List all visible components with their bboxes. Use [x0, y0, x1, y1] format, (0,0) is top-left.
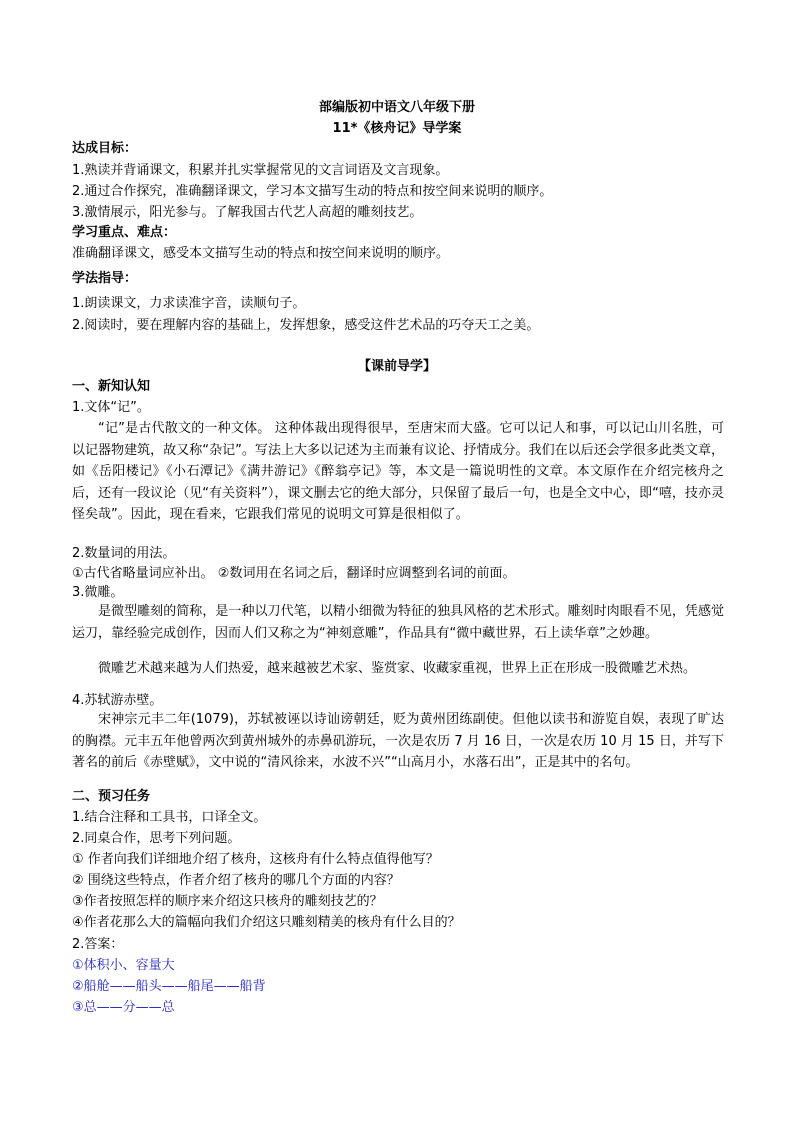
item2-text: ①古代省略量词应补出。 ②数词用在名词之后，翻译时应调整到名词的前面。 — [72, 566, 516, 581]
answer-item: ①体积小、容量大 — [72, 958, 175, 973]
task-item: ③作者按照怎样的顺序来介绍这只核舟的雕刻技艺的？ — [72, 894, 383, 909]
goals-heading: 达成目标： — [72, 141, 138, 156]
doc-subtitle: 11*《核舟记》导学案 — [332, 121, 462, 136]
key-text: 准确翻译课文，感受本文描写生动的特点和按空间来说明的顺序。 — [72, 246, 450, 261]
method-item: 1.朗读课文，力求读准字音，读顺句子。 — [72, 296, 306, 311]
item1-title: 1.文体“记”。 — [72, 400, 150, 415]
item3-paragraph: 微雕艺术越来越为人们热爱，越来越被艺术家、鉴赏家、收藏家重视，世界上正在形成一股微雕艺术热。 — [98, 661, 697, 676]
task-item: ② 围绕这些特点，作者介绍了核舟的哪几个方面的内容？ — [72, 873, 400, 888]
method-heading: 学法指导： — [72, 271, 138, 286]
part1-heading: 一、新知认知 — [72, 379, 151, 394]
task-item: 2.同桌合作，思考下列问题。 — [72, 831, 241, 846]
item3-title: 3.微雕。 — [72, 585, 124, 600]
item1-text: “记”是古代散文的一种文体。 这种体裁出现得很早，至唐宋而大盛。它可以记人和事，可以记山川名胜，可以记器物建筑，故又称“杂记”。写法上大多以记述为主而兼有议论、抒情成分。我们在以后还会学很多此类文章，如《岳阳楼记》《小石潭记》《满井游记》《醉翁亭记》等，本文是一篇说明性的文章。本文原作在介绍完核舟之后，还有一段议论（见“有关资料”），课文删去它的绝大部分，只保留了最后一句，也是全文中心，即“嘻，技亦灵怪矣哉”。因此，现在看来，它跟我们常见的说明文可算是很相似了。 — [72, 421, 724, 523]
task-item: ① 作者向我们详细地介绍了核舟，这核舟有什么特点值得他写？ — [72, 852, 439, 867]
section-title: 【课前导学】 — [357, 359, 436, 374]
item4-text: 宋神宗元丰二年(1079)，苏轼被诬以诗讪谤朝廷，贬为黄州团练副使。但他以读书和游览自娱，表现了旷达的胸襟。元丰五年他曾两次到黄州城外的赤鼻矶游玩，一次是农历 7 月 16 日，一次是农历 10 月 15 日，并写下著名的前后《赤壁赋》，文中说的“清风徐来，水波不兴”“山高月小，水落石出”，正是其中的名句。 — [72, 712, 724, 771]
goal-item: 1.熟读并背诵课文，积累并扎实掌握常见的文言词语及文言现象。 — [72, 163, 449, 178]
item2-title: 2.数量词的用法。 — [72, 546, 176, 561]
answer-heading: 2.答案： — [72, 937, 124, 952]
item3-paragraph: 是微型雕刻的简称，是一种以刀代笔，以精小细微为特征的独具风格的艺术形式。雕刻时肉眼看不见，凭感觉运刀，靠经验完成创作，因而人们又称之为“神刻意雕”，作品具有“微中藏世界，石上读华章”之妙趣。 — [72, 604, 724, 641]
doc-title: 部编版初中语文八年级下册 — [318, 100, 475, 115]
part2-heading: 二、预习任务 — [72, 789, 151, 804]
method-item: 2.阅读时，要在理解内容的基础上，发挥想象，感受这件艺术品的巧夺天工之美。 — [72, 318, 540, 333]
item4-title: 4.苏轼游赤壁。 — [72, 693, 163, 708]
answer-item: ②船舱——船头——船尾——船背 — [72, 979, 266, 994]
answer-item: ③总——分——总 — [72, 1000, 175, 1015]
goal-item: 2.通过合作探究，准确翻译课文，学习本文描写生动的特点和按空间来说明的顺序。 — [72, 184, 553, 199]
goal-item: 3.激情展示，阳光参与。了解我国古代艺人高超的雕刻技艺。 — [72, 205, 423, 220]
task-item: 1.结合注释和工具书，口译全文。 — [72, 810, 267, 825]
key-heading: 学习重点、难点： — [72, 225, 177, 240]
task-item: ④作者花那么大的篇幅向我们介绍这只雕刻精美的核舟有什么目的？ — [72, 915, 461, 930]
